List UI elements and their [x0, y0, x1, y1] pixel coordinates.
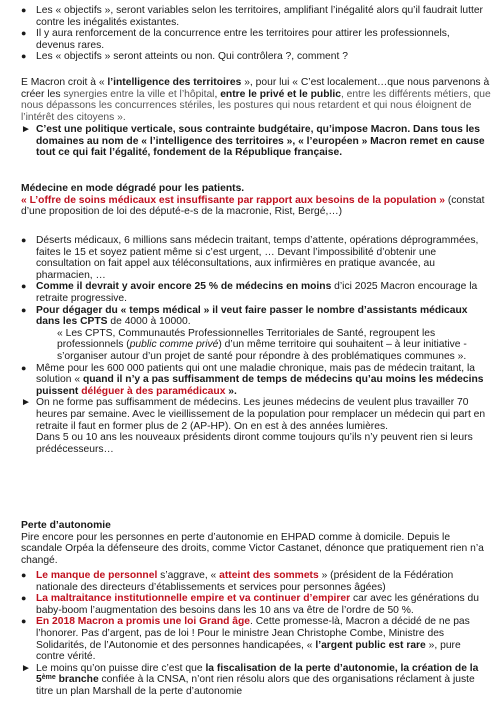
- bullet-icon: ●: [21, 28, 27, 39]
- bullet-icon: ●: [21, 616, 27, 627]
- bullet-icon: ●: [21, 570, 27, 580]
- list-item: [0, 235, 490, 281]
- arrow-text: C’est une politique verticale, sous contrainte budgétaire, qu’impose Macron. Dans tous les domaines au nom de « l’intelligence des territoires », « l’européen » Macron remet en cause tout ce qui fait l’égalité, fondement de la République française.: [36, 124, 485, 159]
- bullet-icon: ●: [21, 281, 27, 292]
- arrow-right-icon: ►: [21, 124, 31, 135]
- bullet-icon: ●: [21, 304, 27, 315]
- medecine-quote: « L’offre de soins médicaux est insuffisante par rapport aux besoins de la population » (constat d’une proposition de loi des député-e-s de la macronie, Rist, Bergé,…): [21, 194, 485, 218]
- list-item: [0, 28, 490, 51]
- bullet-icon: ●: [21, 5, 27, 15]
- paragraph-text: E Macron croit à « l’intelligence des territoires », pour lui « C’est localement…que nous parvenons à créer les synergies entre la ville et l’hôpital, entre le privé et le public, entre les différents métiers, que nous dépassons les concurrences stériles, les postures qui nous retardent et qui nous éloignent de l’intérêt des citoyens ».: [21, 77, 491, 123]
- arrow-right-icon: ►: [21, 397, 31, 409]
- list-item: [0, 616, 490, 662]
- list-item-text: Les « objectifs » seront atteints ou non. Qui contrôlera ?, comment ?: [36, 51, 348, 63]
- list-item-text: La maltraitance institutionnelle empire et va continuer d’empirer car avec les générations du baby-boom l’augmentation des besoins dans les 10 ans va être de l’ordre de 50 %.: [36, 593, 479, 616]
- bullet-icon: ●: [21, 235, 27, 245]
- paragraph-text: Pire encore pour les personnes en perte d’autonomie en EHPAD comme à domicile. Depuis le scandale Orpéa la défenseure des droits, comme Victor Castanet, dénonce que pratiquement rien n’a changé.: [21, 531, 484, 566]
- list-item-text: En 2018 Macron a promis une loi Grand âge. Cette promesse-là, Macron a décidé de ne pas l’honorer. Pas d’argent, pas de loi ! Pour le ministre Jean Christophe Combe, Ministre des Solidarités, de l’Autonomie et des personnes handicapées, « l’argent public est rare », pure contre vérité.: [36, 616, 470, 663]
- medecine-bullet-list: [0, 235, 490, 455]
- list-item: [0, 570, 490, 593]
- bullet-icon: ●: [21, 362, 27, 373]
- list-item: [0, 51, 490, 63]
- section-heading: Perte d’autonomie: [21, 520, 111, 531]
- list-item-text: Comme il devrait y avoir encore 25 % de médecins en moins d’ici 2025 Macron encourage la retraite progressive.: [36, 281, 478, 304]
- bullet-icon: ●: [21, 593, 27, 604]
- list-item-text: Il y aura renforcement de la concurrence entre les territoires pour attirer les professionnels, devenus rares.: [36, 28, 450, 51]
- list-item: [0, 5, 490, 28]
- arrow-right-icon: ►: [21, 662, 31, 674]
- arrow-text: Dans 5 ou 10 ans les nouveaux présidents diront comme toujours qu’ils n’y peuvent rien si leurs prédécesseurs…: [36, 432, 473, 455]
- bullet-icon: ●: [21, 51, 27, 62]
- section-heading: Médecine en mode dégradé pour les patients.: [21, 183, 245, 194]
- macron-paragraph: [0, 77, 491, 123]
- list-item-text: Pour dégager du « temps médical » il veut faire passer le nombre d’assistants médicaux dans les CPTS de 4000 à 10000.: [36, 304, 468, 328]
- autonomie-section: [0, 520, 491, 566]
- list-item: [0, 305, 490, 328]
- arrow-point-politique: [0, 124, 490, 159]
- list-item: [0, 593, 490, 616]
- arrow-point-fiscalisation: [0, 663, 490, 698]
- list-item-text: Même pour les 600 000 patients qui ont une maladie chronique, mais pas de médecin traitant, la solution « quand il n’y a pas suffisamment de temps de médecins qu’au moins les médecins puissent déléguer à des paramédicaux ».: [36, 362, 484, 397]
- list-item-text: Déserts médicaux, 6 millions sans médecin traitant, temps d’attente, opérations déprogrammées, faites le 15 et soyez patient même si c’est urgent, … Devant l’impossibilité d’obtenir une consultation on fait appel aux téléconsultations, aux infirmières en pratique avancée, au pharmacien, …: [36, 235, 479, 281]
- top-bullet-list: [0, 5, 490, 63]
- list-item: [0, 363, 490, 398]
- arrow-point-formation: [0, 397, 490, 455]
- autonomie-bullet-list: [0, 570, 490, 698]
- cpts-definition: « Les CPTS, Communautés Professionnelles Territoriales de Santé, regroupent les professionnels (public comme privé) d’un même territoire qui souhaitent – à leur initiative - s’organiser autour d’un projet de santé pour répondre à des problématiques communes ».: [57, 327, 467, 362]
- medecine-section: [0, 183, 491, 218]
- arrow-text: On ne forme pas suffisamment de médecins. Les jeunes médecins de veulent plus travailler 70 heures par semaine. Avec le vieillissement de la population pour remplacer un médecin qui part en retraite il faut en former plus de 2 (AP-HP). On en est à des années lumières.: [36, 397, 486, 432]
- list-item-text: Le manque de personnel s’aggrave, « atteint des sommets » (président de la Fédération nationale des directeurs d’établissements et services pour personnes âgées): [36, 570, 454, 593]
- list-item-text: Les « objectifs », seront variables selon les territoires, amplifiant l’inégalité alors qu’il faudrait lutter contre les inégalités existantes.: [36, 5, 483, 28]
- list-item: [0, 281, 490, 304]
- arrow-text: Le moins qu’on puisse dire c’est que la fiscalisation de la perte d’autonomie, la création de la 5ème branche confiée à la CNSA, n’ont rien résolu alors que des organisations réclament à juste titre un plan Marshall de la perte d’autonomie: [36, 662, 479, 697]
